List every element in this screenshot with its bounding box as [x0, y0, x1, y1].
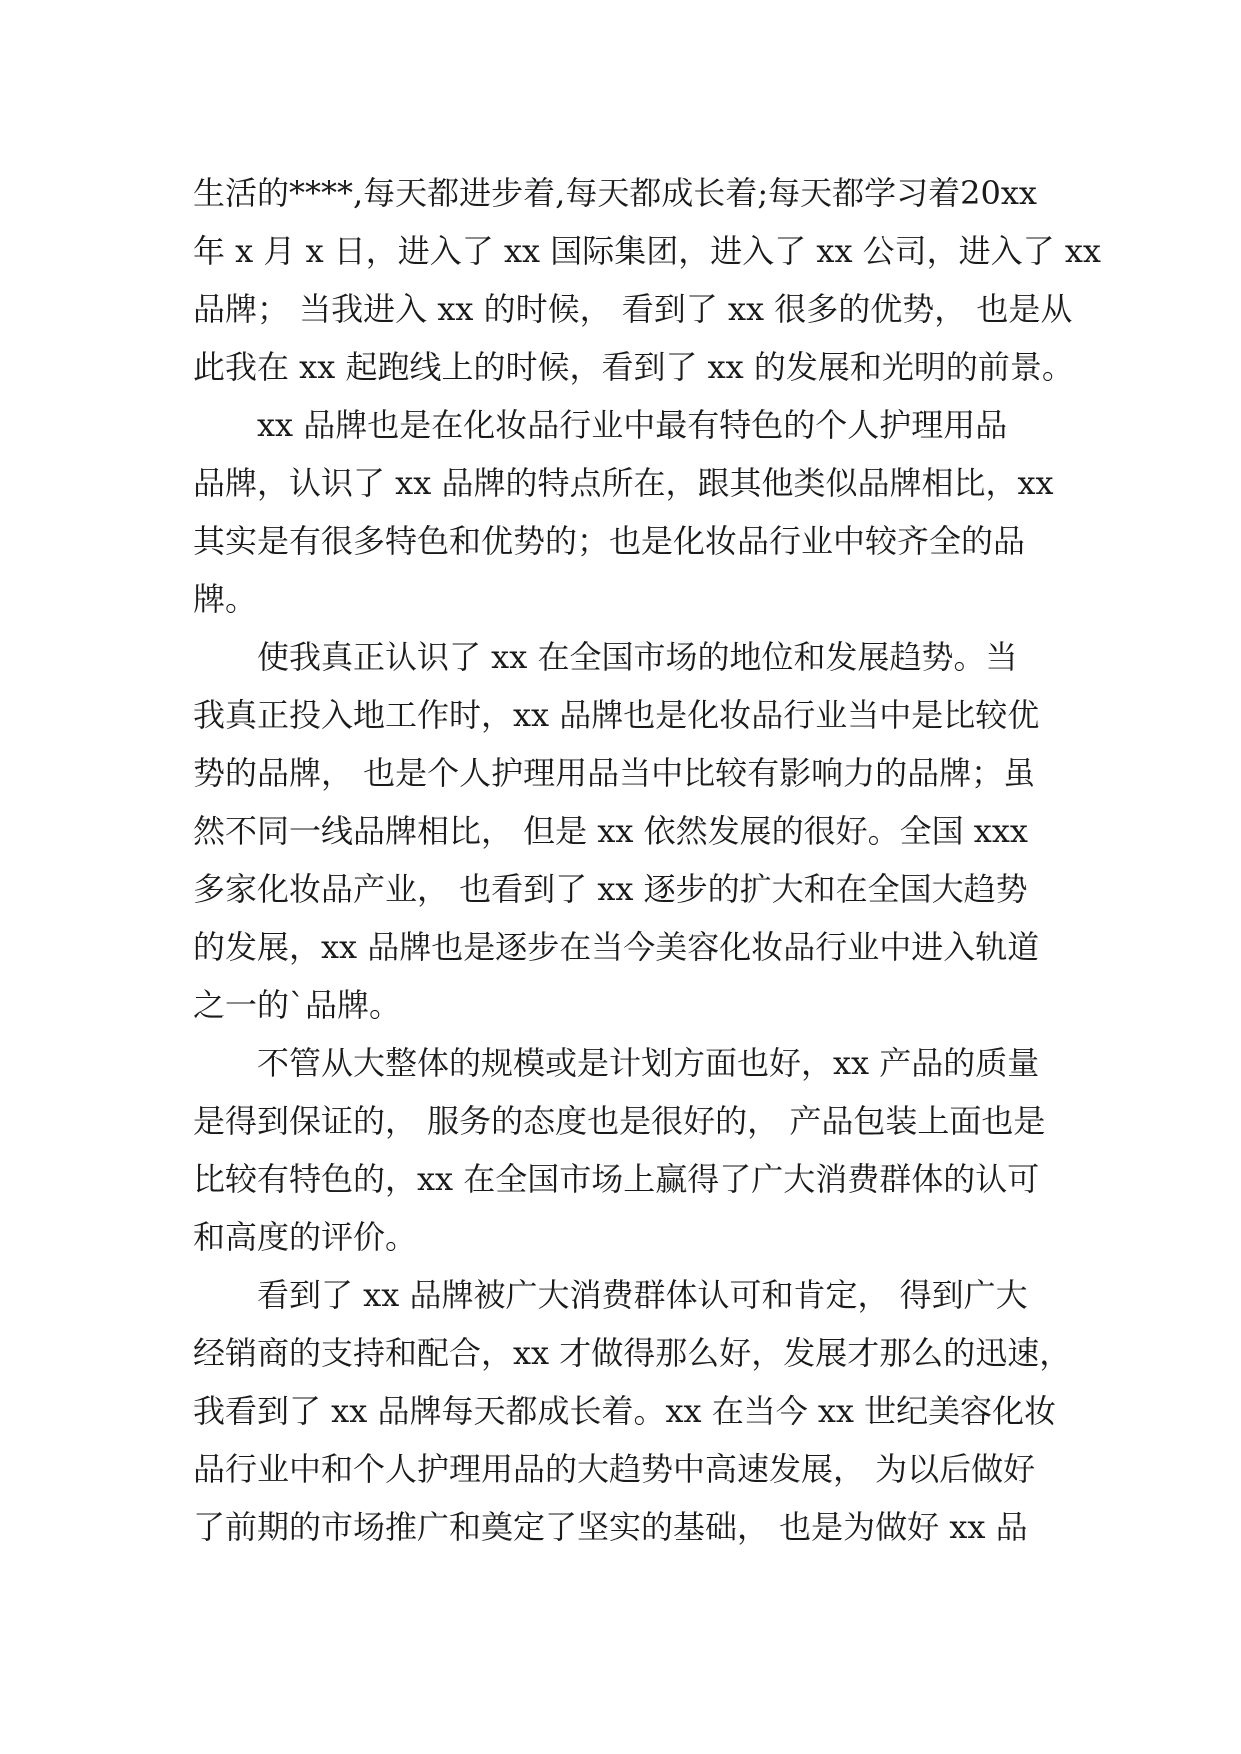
text-line: 使我真正认识了 xx 在全国市场的地位和发展趋势。当	[257, 638, 1018, 676]
text-line: 年 x 月 x 日，进入了 xx 国际集团，进入了 xx 公司，进入了 xx	[193, 232, 1101, 270]
text-line: 势的品牌， 也是个人护理用品当中比较有影响力的品牌；虽	[193, 754, 1036, 792]
text-line: 生活的****,每天都进步着,每天都成长着;每天都学习着20xx	[193, 174, 1037, 212]
text-line: 此我在 xx 起跑线上的时候，看到了 xx 的发展和光明的前景。	[193, 348, 1074, 386]
text-line: 我看到了 xx 品牌每天都成长着。xx 在当今 xx 世纪美容化妆	[193, 1392, 1057, 1430]
text-line: xx 品牌也是在化妆品行业中最有特色的个人护理用品	[257, 406, 1008, 444]
text-line: 品牌，认识了 xx 品牌的特点所在，跟其他类似品牌相比，xx	[193, 464, 1054, 502]
text-line: 然不同一线品牌相比， 但是 xx 依然发展的很好。全国 xxx	[193, 812, 1028, 850]
text-line: 我真正投入地工作时，xx 品牌也是化妆品行业当中是比较优	[193, 696, 1040, 734]
text-line: 品牌； 当我进入 xx 的时候， 看到了 xx 很多的优势， 也是从	[193, 290, 1073, 328]
text-line: 和高度的评价。	[193, 1218, 418, 1256]
text-line: 看到了 xx 品牌被广大消费群体认可和肯定， 得到广大	[257, 1276, 1028, 1314]
text-line: 了前期的市场推广和奠定了坚实的基础， 也是为做好 xx 品	[193, 1508, 1028, 1546]
text-line: 之一的`品牌。	[193, 986, 402, 1024]
text-line: 是得到保证的， 服务的态度也是很好的， 产品包装上面也是	[193, 1102, 1046, 1140]
text-line: 其实是有很多特色和优势的；也是化妆品行业中较齐全的品	[193, 522, 1026, 560]
text-line: 不管从大整体的规模或是计划方面也好，xx 产品的质量	[257, 1044, 1040, 1082]
text-line: 的发展，xx 品牌也是逐步在当今美容化妆品行业中进入轨道	[193, 928, 1040, 966]
text-line: 比较有特色的，xx 在全国市场上赢得了广大消费群体的认可	[193, 1160, 1040, 1198]
text-line: 多家化妆品产业， 也看到了 xx 逐步的扩大和在全国大趋势	[193, 870, 1028, 908]
text-line: 经销商的支持和配合，xx 才做得那么好，发展才那么的迅速，	[193, 1334, 1072, 1372]
text-line: 品行业中和个人护理用品的大趋势中高速发展， 为以后做好	[193, 1450, 1036, 1488]
text-line: 牌。	[193, 580, 258, 618]
document-body	[193, 164, 1101, 1556]
